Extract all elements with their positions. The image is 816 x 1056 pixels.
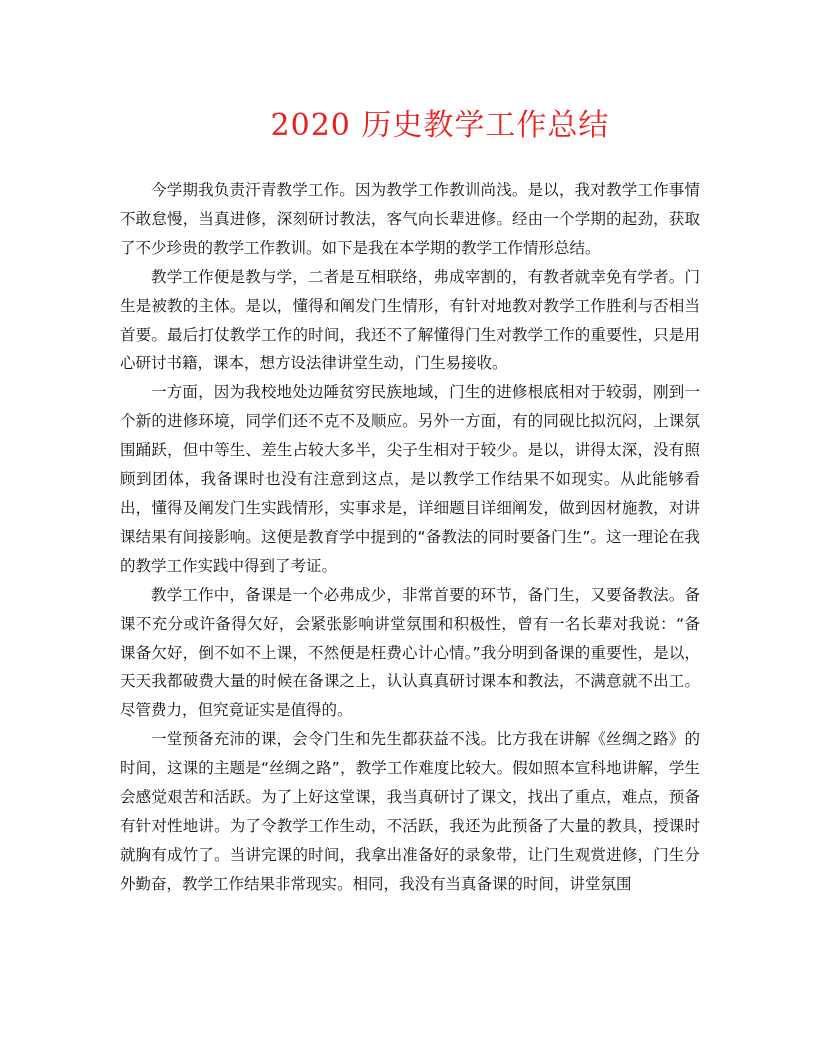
paragraph: 一堂预备充沛的课，会令门生和先生都获益不浅。比方我在讲解《丝绸之路》的时间，这课的主题是“丝绸之路”，教学工作难度比较大。假如照本宣科地讲解，学生会感觉艰苦和活跃。为了上好这堂课，我当真研讨了课文，找出了重点，难点，预备有针对性地讲。为了令教学工作生动，不活跃，我还为此预备了大量的教具，授课时就胸有成竹了。当讲完课的时间，我拿出准备好的录象带，让门生观赏进修，门生分外勤奋，教学工作结果非常现实。相同，我没有当真备课的时间，讲堂氛围 (120, 730, 700, 893)
paragraph: 教学工作中，备课是一个必弗成少，非常首要的环节，备门生，又要备教法。备课不充分或许备得欠好，会紧张影响讲堂氛围和积极性，曾有一名长辈对我说：“备课备欠好，倒不如不上课，不然便是枉费心计心情。”我分明到备课的重要性，是以，天天我都破费大量的时候在备课之上，认认真真研讨课本和教法，不满意就不出工。尽管费力，但究竟证实是值得的。 (120, 585, 700, 720)
paragraph: 教学工作便是教与学，二者是互相联络，弗成宰割的，有教者就幸免有学者。门生是被教的主体。是以，懂得和阐发门生情形，有针对地教对教学工作胜利与否相当首要。最后打仗教学工作的时间，我还不了解懂得门生对教学工作的重要性，只是用心研讨书籍，课本，想方设法律讲堂生动，门生易接收。 (120, 267, 700, 373)
paragraph: 一方面，因为我校地处边陲贫穷民族地域，门生的进修根底相对于较弱，刚到一个新的进修环境，同学们还不克不及顺应。另外一方面，有的同砚比拟沉闷，上课氛围踊跃，但中等生、差生占较大多半，尖子生相对于较少。是以，讲得太深，没有照顾到团体，我备课时也没有注意到这点，是以教学工作结果不如现实。从此能够看出，懂得及阐发门生实践情形，实事求是，详细题目详细阐发，做到因材施教，对讲课结果有间接影响。这便是教育学中提到的“备教法的同时要备门生”。这一理论在我的教学工作实践中得到了考证。 (120, 383, 700, 575)
document-body (120, 176, 700, 899)
paragraph: 今学期我负责汗青教学工作。因为教学工作教训尚浅。是以，我对教学工作事情不敢怠慢，当真进修，深刻研讨教法，客气向长辈进修。经由一个学期的起劲，获取了不少珍贵的教学工作教训。如下是我在本学期的教学工作情形总结。 (120, 181, 700, 257)
document-title: 2020 历史教学工作总结 (270, 108, 610, 143)
